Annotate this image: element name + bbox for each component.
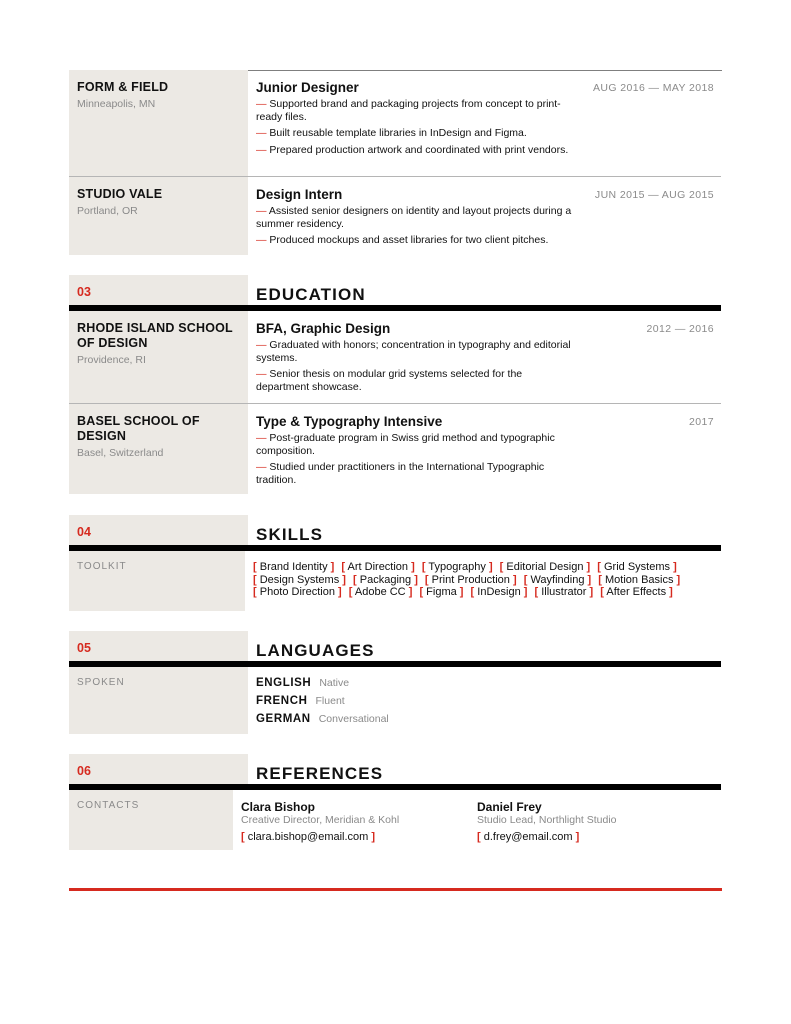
section-header-skills	[69, 515, 721, 551]
experience-bullet: — Built reusable template libraries in InDesign and Figma.	[256, 127, 527, 139]
reference-email[interactable]: [ clara.bishop@email.com ]	[241, 831, 376, 843]
dash-marker: —	[256, 234, 267, 246]
section-number: 05	[69, 631, 248, 661]
experience-dates: JUN 2015 — AUG 2015	[594, 189, 714, 201]
footer-rule	[69, 888, 722, 891]
reference-title: Creative Director, Meridian & Kohl	[241, 814, 400, 826]
dash-marker: —	[256, 432, 267, 444]
experience-role: Design Intern	[256, 187, 343, 202]
education-school: BASEL SCHOOL OF DESIGN	[77, 414, 200, 443]
skill-tag: [ Illustrator ]	[534, 586, 594, 598]
references-label-panel	[69, 790, 233, 850]
section-header-references	[69, 754, 721, 790]
section-header-education	[69, 275, 721, 311]
skill-tag: [ Typography ]	[421, 561, 493, 573]
experience-bullet: — Produced mockups and asset libraries for two client pitches.	[256, 234, 549, 246]
education-school: RHODE ISLAND SCHOOL OF DESIGN	[77, 321, 233, 350]
languages-label-panel	[69, 667, 248, 734]
skill-tag: [ Brand Identity ]	[253, 561, 335, 573]
skill-tag: [ Design Systems ]	[253, 573, 346, 586]
experience-details	[248, 70, 721, 176]
education-dates: 2012 — 2016	[646, 323, 714, 335]
skill-tag: [ Print Production ]	[424, 573, 517, 586]
skills-list	[253, 561, 713, 599]
skills-label: TOOLKIT	[77, 561, 127, 572]
references-row	[69, 790, 721, 850]
references-list	[233, 790, 721, 850]
dash-marker: —	[256, 461, 267, 473]
dash-marker: —	[256, 98, 267, 110]
skill-tag: [ Adobe CC ]	[348, 586, 413, 598]
experience-org-panel	[69, 70, 248, 176]
skill-tag: [ Figma ]	[419, 586, 464, 598]
education-bullet: — Post-graduate program in Swiss grid method and typographic composition.	[256, 432, 555, 457]
experience-entry	[69, 70, 721, 176]
dash-marker: —	[256, 339, 267, 351]
section-number: 06	[69, 754, 248, 784]
section-title: SKILLS	[256, 525, 324, 544]
skill-tag: [ Grid Systems ]	[597, 561, 677, 573]
experience-details	[248, 177, 721, 255]
experience-org-panel	[69, 177, 248, 255]
reference-item	[477, 800, 713, 842]
skills-list-panel	[245, 551, 721, 611]
experience-entry	[69, 176, 721, 255]
dash-marker: —	[256, 368, 267, 380]
experience-location: Minneapolis, MN	[77, 98, 156, 110]
reference-name: Clara Bishop	[241, 800, 316, 814]
education-entry	[69, 403, 721, 494]
section-title: EDUCATION	[256, 285, 366, 304]
skills-row	[69, 551, 721, 611]
education-location: Basel, Switzerland	[77, 447, 164, 459]
education-bullet: — Studied under practitioners in the International Typographic tradition.	[256, 461, 545, 486]
experience-bullet: — Supported brand and packaging projects from concept to print-ready files.	[256, 98, 561, 123]
section-title: REFERENCES	[256, 764, 384, 783]
experience-role: Junior Designer	[256, 80, 359, 95]
languages-label: SPOKEN	[77, 677, 125, 688]
education-location: Providence, RI	[77, 354, 146, 366]
education-school-panel	[69, 404, 248, 494]
languages-list	[248, 667, 721, 734]
skill-tag: [ Packaging ]	[353, 573, 418, 586]
language-item: FRENCH Fluent	[256, 695, 345, 707]
experience-bullet: — Assisted senior designers on identity and layout projects during a summer residency.	[256, 205, 572, 230]
skill-tag: [ Wayfinding ]	[523, 573, 592, 586]
skill-tag: [ Photo Direction ]	[253, 586, 342, 598]
experience-location: Portland, OR	[77, 205, 138, 217]
skill-tag: [ Motion Basics ]	[598, 573, 681, 586]
reference-email[interactable]: [ d.frey@email.com ]	[477, 831, 580, 843]
skill-tag: [ Editorial Design ]	[499, 561, 591, 573]
reference-name: Daniel Frey	[477, 800, 542, 814]
reference-title: Studio Lead, Northlight Studio	[477, 814, 617, 826]
language-item: GERMAN Conversational	[256, 713, 389, 725]
language-item: ENGLISH Native	[256, 677, 350, 689]
education-entry	[69, 311, 721, 403]
section-title: LANGUAGES	[256, 641, 375, 660]
education-details	[248, 404, 721, 494]
education-details	[248, 311, 721, 403]
education-degree: BFA, Graphic Design	[256, 321, 391, 336]
dash-marker: —	[256, 127, 267, 139]
dash-marker: —	[256, 143, 267, 156]
skills-label-panel	[69, 551, 245, 611]
experience-bullet: — Prepared production artwork and coordinated with print vendors.	[256, 143, 569, 156]
education-dates: 2017	[689, 416, 714, 428]
education-bullet: — Senior thesis on modular grid systems selected for the department showcase.	[256, 368, 523, 393]
section-header-languages	[69, 631, 721, 667]
section-number: 04	[69, 515, 248, 545]
references-label: CONTACTS	[77, 800, 140, 811]
resume-page	[69, 70, 721, 850]
dash-marker: —	[256, 205, 267, 217]
experience-dates: AUG 2016 — MAY 2018	[592, 82, 714, 94]
languages-row	[69, 667, 721, 734]
skill-tag: [ After Effects ]	[600, 586, 673, 598]
experience-org: STUDIO VALE	[77, 187, 163, 201]
skill-tag: [ InDesign ]	[470, 586, 528, 598]
section-number: 03	[69, 275, 248, 305]
experience-org: FORM & FIELD	[77, 80, 169, 94]
education-bullet: — Graduated with honors; concentration in typography and editorial systems.	[256, 339, 571, 364]
skill-tag: [ Art Direction ]	[341, 561, 415, 573]
education-school-panel	[69, 311, 248, 403]
education-degree: Type & Typography Intensive	[256, 414, 443, 429]
reference-item	[241, 800, 477, 842]
